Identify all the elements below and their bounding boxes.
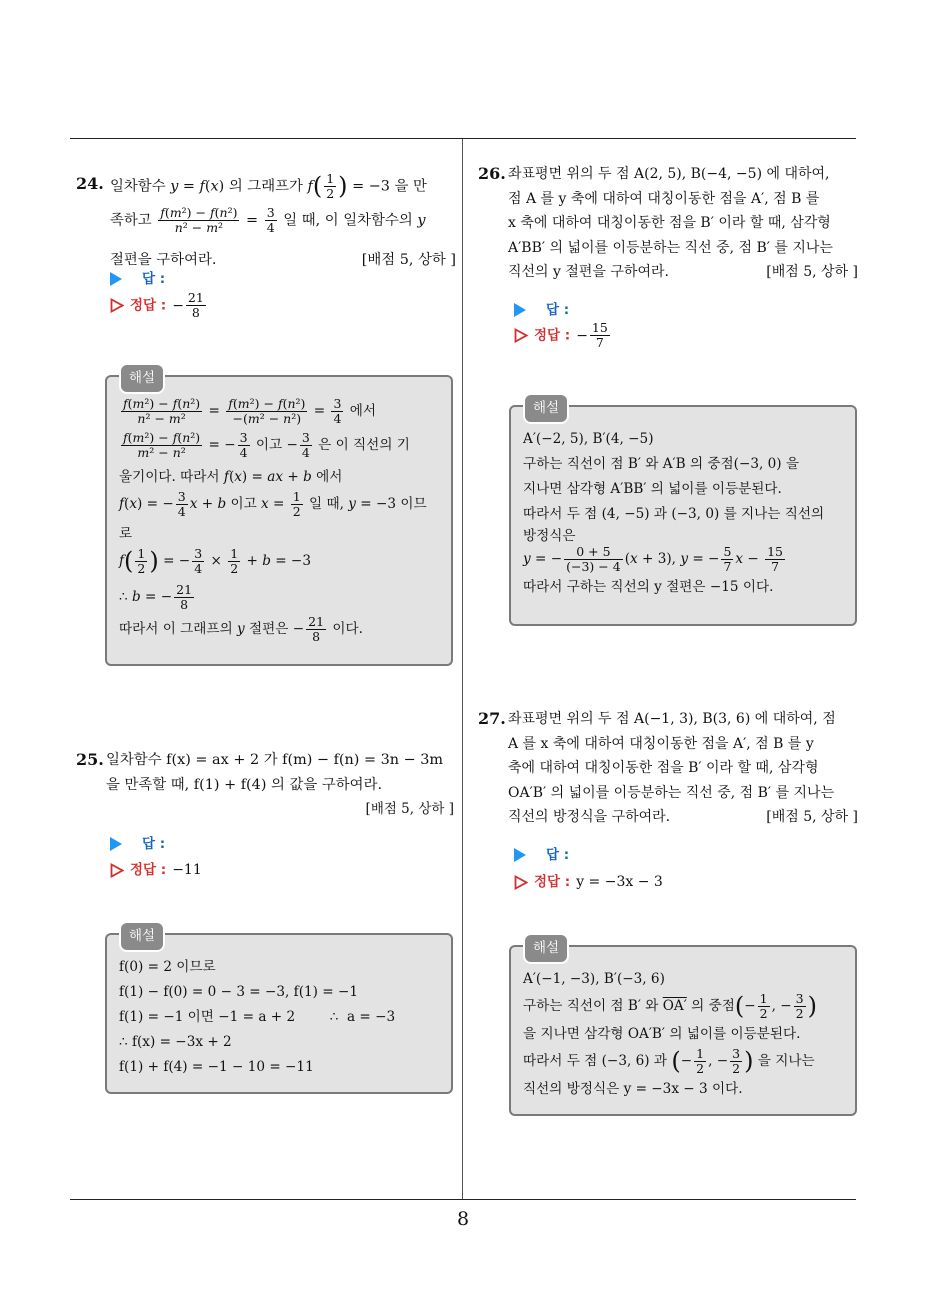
question-line: 을 만족할 때, f(1) + f(4) 의 값을 구하여라. <box>106 776 383 793</box>
question-number: 25. <box>76 750 104 769</box>
correct-answer-row <box>110 858 202 878</box>
question-line: 좌표평면 위의 두 점 A(2, 5), B(−4, −5) 에 대하여, <box>508 166 830 182</box>
answer-label: 답 : <box>142 836 166 852</box>
question-line: A′BB′ 의 넓이를 이등분하는 직선 중, 점 B′ 를 지나는 <box>508 239 833 256</box>
question-line: OA′B′ 의 넓이를 이등분하는 직선 중, 점 B′ 를 지나는 <box>508 784 835 801</box>
header-rule <box>70 138 856 139</box>
correct-label: 정답 : <box>130 862 167 878</box>
play-icon <box>110 837 122 851</box>
play-icon <box>514 848 526 862</box>
question-text <box>508 707 858 830</box>
explanation-line: 구하는 직선이 점 B′ 와 A′B 의 중점(−3, 0) 을 <box>523 456 800 472</box>
answer-row <box>514 843 569 863</box>
points-label: [배점 5, 상하 ] <box>361 252 456 268</box>
question-number: 27. <box>478 709 506 728</box>
question-25 <box>76 748 456 824</box>
correct-answer-row <box>514 321 612 350</box>
explanation-line: 따라서 구하는 직선의 y 절편은 −15 이다. <box>523 579 774 595</box>
correct-label: 정답 : <box>534 327 571 344</box>
explanation-line: 지나면 삼각형 A′BB′ 의 넓이를 이등분된다. <box>523 481 782 497</box>
question-line: 좌표평면 위의 두 점 A(−1, 3), B(3, 6) 에 대하여, 점 <box>508 711 836 727</box>
explanation-box: 해설 A′(−2, 5), B′(4, −5) 구하는 직선이 점 B′ 와 A′B 의 중점(−3, 0) 을 지나면 삼각형 A′BB′ 의 넓이를 이등분된다. 따라서 두 점 (4, −5) 과 (−3, 0) 를 지나는 직선의 방정식은 y = − $\frac{0 + 5}{(-3) - 4}$ (x + 3), y = − $\frac{5}{7}$ x − $\frac{15}{7}$ 따라서 구하는 직선의 y 절편은 −15 이다. <box>509 405 857 626</box>
correct-value: − $\frac{21}{8}$ <box>172 290 204 320</box>
correct-value: y = −3x − 3 <box>576 874 663 890</box>
correct-label: 정답 : <box>534 874 571 890</box>
triangle-outline-icon <box>110 298 124 313</box>
question-line: 점 A 를 y 축에 대하여 대칭이동한 점을 A′, 점 B 를 <box>508 190 820 207</box>
question-27 <box>478 707 858 837</box>
correct-label: 정답 : <box>130 297 167 314</box>
question-line: 일차함수 f(x) = ax + 2 가 f(m) − f(n) = 3n − 3m <box>106 752 444 768</box>
question-line: 직선의 y 절편을 구하여라. <box>508 264 669 281</box>
explanation-line: f(0) = 2 이므로 <box>119 959 216 975</box>
question-number: 24. <box>76 174 104 193</box>
answer-label: 답 : <box>546 302 570 318</box>
explanation-line: f(1) − f(0) = 0 − 3 = −3, f(1) = −1 <box>119 984 359 1000</box>
question-line: 축에 대하여 대칭이동한 점을 B′ 이라 할 때, 삼각형 <box>508 760 819 777</box>
explanation-box <box>105 928 453 1094</box>
explanation-line: 방정식은 <box>523 528 576 544</box>
points-label: [배점 5, 상하 ] <box>766 809 858 826</box>
triangle-outline-icon <box>514 875 528 890</box>
column-divider <box>462 139 463 1199</box>
correct-answer-row <box>514 870 663 890</box>
answer-row <box>514 298 569 318</box>
points-label: [배점 5, 상하 ] <box>766 264 858 281</box>
explanation-line: A′(−1, −3), B′(−3, 6) <box>523 971 665 987</box>
points-label: [배점 5, 상하 ] <box>365 801 454 818</box>
explanation-line: 을 지나면 삼각형 OA′B′ 의 넓이를 이등분된다. <box>523 1026 801 1042</box>
play-icon <box>110 272 122 286</box>
correct-value: −11 <box>172 862 202 878</box>
answer-row <box>110 832 165 852</box>
question-26 <box>478 162 858 292</box>
explanation-tag: 해설 <box>119 363 165 394</box>
answer-label: 답 : <box>546 847 570 863</box>
explanation-line: 따라서 두 점 (4, −5) 과 (−3, 0) 를 지나는 직선의 <box>523 506 825 522</box>
explanation-tag: 해설 <box>523 933 569 964</box>
explanation-box: 해설 A′(−1, −3), B′(−3, 6) 구하는 직선이 점 B′ 와 OA′ 의 중점(− $\frac{1}{2}$ , − $\frac{3}{2}$ ) 을 지나면 삼각형 OA′B′ 의 넓이를 이등분된다. 따라서 두 점 (−3, 6) 과 (− $\frac{1}{2}$ , − $\frac{3}{2}$ ) 을 지나는 직선의 방정식은 y = −3x − 3 이다. <box>509 945 857 1116</box>
question-text: 일차함수 y = f(x) 의 그래프가 f( $\frac{1}{2}$ ) = −3 을 만 족하고 $\frac{\text{f(m²) − f(n²)}}{\text{n² − m²}}$ = $\frac{3}{4}$ 일 때, 이 일차함수의 y 절편을 구하여라. [배점 5, 상하 ] <box>110 172 456 273</box>
question-line: 직선의 방정식을 구하여라. <box>508 809 671 826</box>
answer-row <box>110 267 165 287</box>
play-icon <box>514 303 526 317</box>
explanation-line: 직선의 방정식은 y = −3x − 3 이다. <box>523 1081 743 1097</box>
footer-rule <box>70 1199 856 1200</box>
question-24 <box>76 171 456 268</box>
question-line: A 를 x 축에 대하여 대칭이동한 점을 A′, 점 B 를 y <box>508 735 814 752</box>
explanation-line: f(1) + f(4) = −1 − 10 = −11 <box>119 1059 314 1075</box>
explanation-line: A′(−2, 5), B′(4, −5) <box>523 431 654 447</box>
question-text <box>106 748 454 822</box>
page-number: 8 <box>456 1208 470 1230</box>
triangle-outline-icon <box>514 328 528 343</box>
question-text <box>508 162 858 285</box>
explanation-box: 해설 $\frac{\text{f(m²) − f(n²)}}{\text{n² − m²}}$ = $\frac{\text{f(m²) − f(n²)}}{\text{−(m² − n²)}}$ = $\frac{3}{4}$ 에서 $\frac{\text{f(m²) − f(n²)}}{\text{m² − n²}}$ = − $\frac{3}{4}$ 이고 − $\frac{3}{4}$ 은 이 직선의 기 울기이다. 따라서 f(x) = ax + b 에서 f(x) = − $\frac{3}{4}$ x + b 이고 x = $\frac{1}{2}$ 일 때, y = −3 이므 로 f( $\frac{1}{2}$ ) = − $\frac{3}{4}$ × $\frac{1}{2}$ + b = −3 ∴ b = − $\frac{21}{8}$ 따라서 이 그래프의 y 절편은 − $\frac{21}{8}$ 이다. <box>105 375 453 666</box>
correct-answer-row <box>110 291 208 320</box>
answer-label: 답 : <box>142 271 166 287</box>
explanation-tag: 해설 <box>119 921 165 952</box>
question-line: x 축에 대하여 대칭이동한 점을 B′ 이라 할 때, 삼각형 <box>508 215 831 232</box>
explanation-line: ∴ f(x) = −3x + 2 <box>119 1034 232 1050</box>
question-number: 26. <box>478 164 506 183</box>
explanation-tag: 해설 <box>523 393 569 424</box>
explanation-line: f(1) = −1 이면 −1 = a + 2 ∴ a = −3 <box>119 1009 396 1025</box>
triangle-outline-icon <box>110 863 124 878</box>
correct-value: − $\frac{15}{7}$ <box>576 320 608 350</box>
